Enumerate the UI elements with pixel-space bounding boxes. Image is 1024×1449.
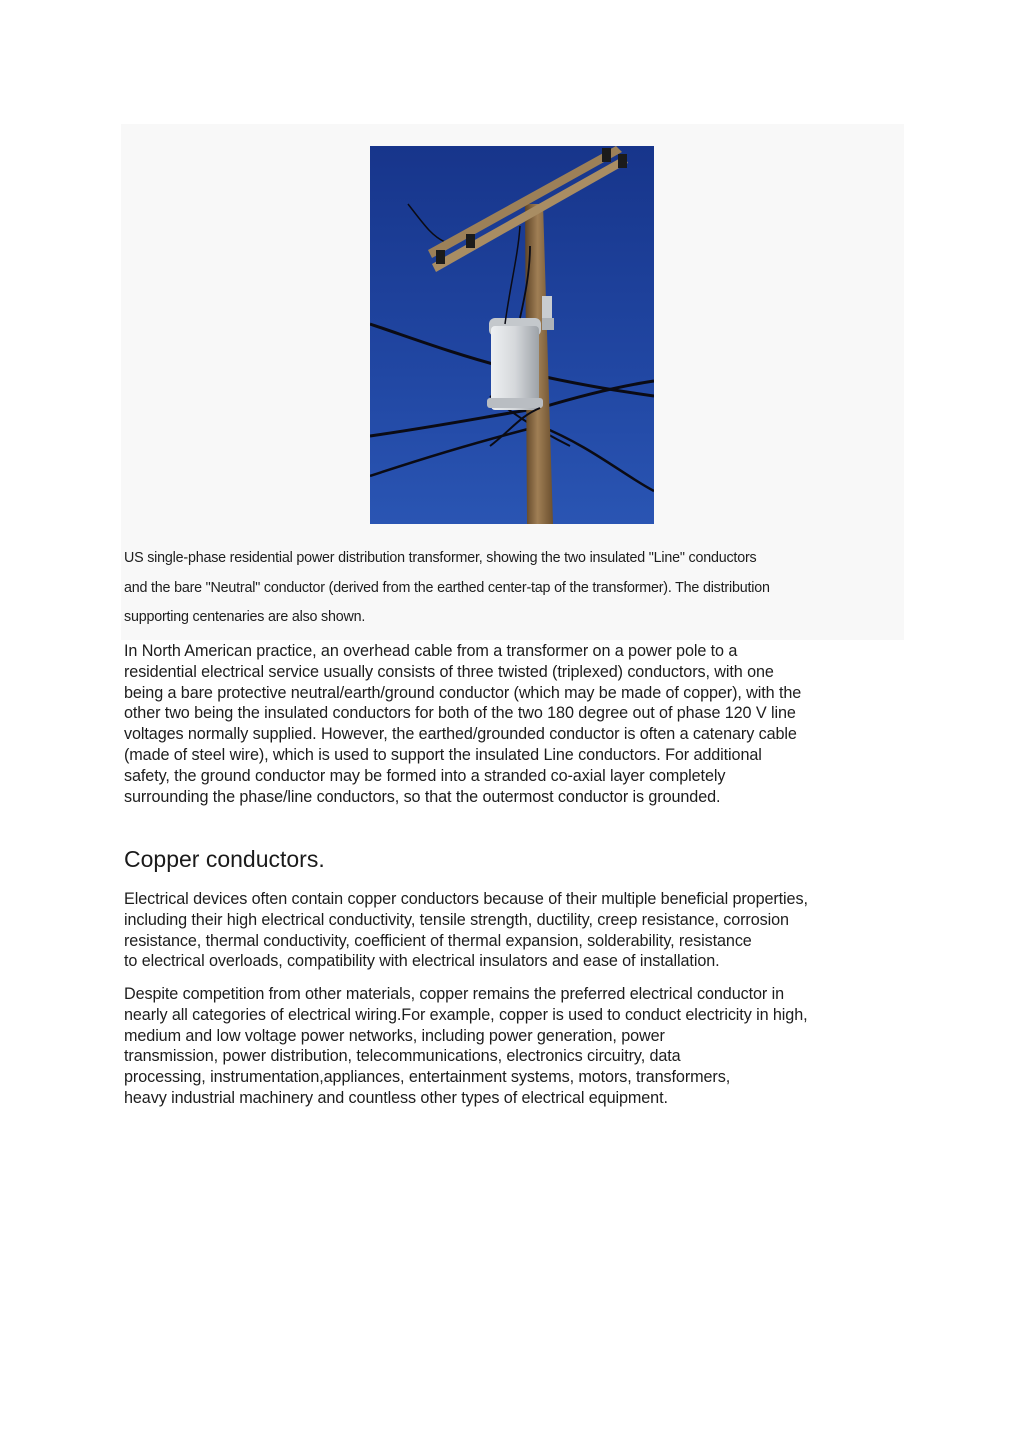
text-line: transmission, power distribution, telecommunications, electronics circuitry, data xyxy=(124,1047,681,1066)
text-line: Electrical devices often contain copper conductors because of their multiple beneficial properties, xyxy=(124,890,808,908)
text-line: safety, the ground conductor may be formed into a stranded co-axial layer completely xyxy=(124,766,726,785)
text-line: other two being the insulated conductors for both of the two 180 degree out of phase 120 V line xyxy=(124,704,796,723)
text-line: including their high electrical conductivity, tensile strength, ductility, creep resistance, corrosion xyxy=(124,910,789,929)
section-heading: Copper conductors. xyxy=(124,846,325,872)
text-line: processing, instrumentation,appliances, entertainment systems, motors, transformers, xyxy=(124,1068,731,1087)
figure-caption xyxy=(124,544,900,633)
text-line: residential electrical service usually consists of three twisted (triplexed) conductors, with one xyxy=(124,662,774,681)
text-line: resistance, thermal conductivity, coefficient of thermal expansion, solderability, resistance xyxy=(124,931,752,950)
text-line: nearly all categories of electrical wiring.For example, copper is used to conduct electricity in high, xyxy=(124,1005,808,1024)
text-line: medium and low voltage power networks, including power generation, power xyxy=(124,1026,665,1045)
copper-uses-paragraph xyxy=(124,984,909,1109)
caption-line: supporting centenaries are also shown. xyxy=(124,609,366,625)
text-line: surrounding the phase/line conductors, so that the outermost conductor is grounded. xyxy=(124,787,721,806)
overhead-cable-paragraph xyxy=(124,641,909,807)
text-line: heavy industrial machinery and countless other types of electrical equipment. xyxy=(124,1088,668,1107)
text-line: Despite competition from other materials, copper remains the preferred electrical conductor in xyxy=(124,985,784,1003)
text-line: voltages normally supplied. However, the earthed/grounded conductor is often a catenary cable xyxy=(124,725,797,744)
text-line: (made of steel wire), which is used to support the insulated Line conductors. For additional xyxy=(124,745,762,764)
transformer-photo xyxy=(370,146,654,524)
text-line: to electrical overloads, compatibility with electrical insulators and ease of installation. xyxy=(124,952,720,971)
copper-properties-paragraph xyxy=(124,889,909,972)
caption-line: US single-phase residential power distribution transformer, showing the two insulated "Line" conductors xyxy=(124,550,757,566)
text-line: being a bare protective neutral/earth/ground conductor (which may be made of copper), with the xyxy=(124,683,802,702)
figure xyxy=(121,124,904,640)
caption-line: and the bare "Neutral" conductor (derived from the earthed center-tap of the transformer). The distribution xyxy=(124,579,770,596)
text-line: In North American practice, an overhead cable from a transformer on a power pole to a xyxy=(124,642,738,660)
